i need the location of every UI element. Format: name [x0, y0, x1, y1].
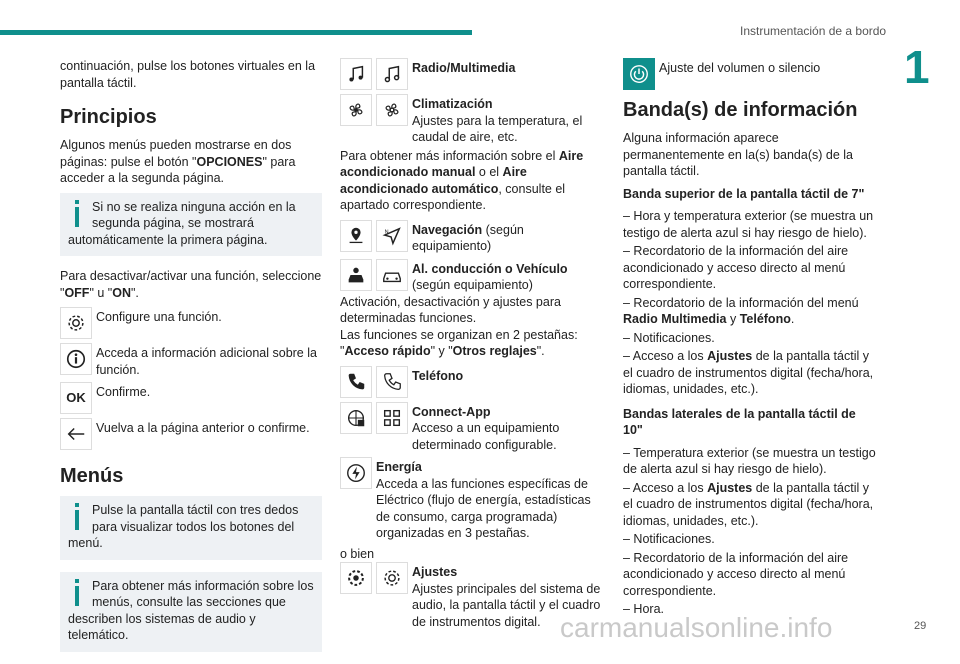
- column-3: [623, 58, 879, 620]
- sup-item: – Notificaciones.: [623, 330, 715, 345]
- volume-text: Ajuste del volumen o silencio: [659, 61, 821, 75]
- column-2: [340, 58, 605, 634]
- apps-grid-icon: [376, 402, 408, 434]
- sup-item: – Hora y temperatura exterior (se muestra un testigo de alerta azul si hay riesgo de hielo).: [623, 209, 874, 240]
- car-icon: [376, 259, 408, 291]
- row-settings: Ajustes Ajustes principales del sistema de audio, la pantalla táctil y el cuadro de instrumentos digital.: [340, 562, 605, 630]
- info-text: Acceda a información adicional sobre la función.: [96, 346, 317, 377]
- or-text: o bien: [340, 546, 375, 561]
- fan-icon: [340, 94, 372, 126]
- info-note-icon: [68, 502, 86, 532]
- map-pin-icon: [340, 220, 372, 252]
- gear-icon: [60, 307, 92, 339]
- row-ok: [60, 382, 322, 414]
- drive-desc: Activación, desactivación y ajustes para determinadas funciones.: [340, 294, 561, 325]
- music-note-icon: [376, 58, 408, 90]
- driving-assist-icon: [340, 259, 372, 291]
- clim-more-text: Para obtener más información sobre el Aire acondicionado manual o el Aire acondicionado automático, consulte el apartado correspondiente.: [340, 148, 584, 212]
- sup-item: – Recordatorio de la información del menú Radio Multimedia y Teléfono.: [623, 295, 859, 326]
- tel-title: Teléfono: [412, 368, 464, 383]
- info-note: Para obtener más información sobre los menús, consulte las secciones que describen los sistemas de audio y telemático.: [60, 572, 322, 652]
- row-app: Connect-App Acceso a un equipamiento determinado configurable.: [340, 402, 605, 454]
- info-note-icon: [68, 578, 86, 608]
- clim-title: Climatización: [412, 97, 493, 111]
- lat-item: – Acceso a los Ajustes de la pantalla táctil y el cuadro de instrumentos digital (fecha/hora, idiomas, unidades, etc.).: [623, 480, 874, 528]
- heading-banda: Banda(s) de información: [623, 99, 858, 121]
- energy-icon: [340, 457, 372, 489]
- row-configure: [60, 307, 322, 339]
- heading-principios: Principios: [60, 106, 157, 128]
- volume-power-icon: [623, 58, 655, 90]
- back-text: Vuelva a la página anterior o confirme.: [96, 421, 310, 435]
- app-title: Connect-App: [412, 404, 491, 419]
- principios-text: Algunos menús pueden mostrarse en dos páginas: pulse el botón "OPCIONES" para acceder a la segunda página.: [60, 138, 296, 185]
- drive-title: Al. conducción o Vehículo: [412, 261, 568, 276]
- info-note-icon: [68, 199, 86, 229]
- radio-media-icon: [340, 58, 372, 90]
- nav-title: Navegación: [412, 222, 483, 237]
- drive-tabs-text: Las funciones se organizan en 2 pestañas: "Acceso rápido" y "Otros reglajes".: [340, 327, 578, 358]
- row-volume: [623, 58, 879, 90]
- settings-title: Ajustes: [412, 565, 458, 579]
- phone-outline-icon: [376, 366, 408, 398]
- heading-banda-superior: Banda superior de la pantalla táctil de 7": [623, 186, 865, 201]
- intro-text: continuación, pulse los botones virtuales en la pantalla táctil.: [60, 59, 316, 90]
- energy-title: Energía: [376, 460, 422, 474]
- fan-outline-icon: [376, 94, 408, 126]
- row-radio: [340, 58, 605, 90]
- info-note: Si no se realiza ninguna acción en la segunda página, se mostrará automáticamente la primera página.: [60, 193, 322, 257]
- ok-text: Confirme.: [96, 385, 151, 399]
- row-back: [60, 418, 322, 450]
- deactivate-text: Para desactivar/activar una función, seleccione "OFF" u "ON".: [60, 269, 322, 300]
- navigation-arrow-icon: [376, 220, 408, 252]
- info-note: Pulse la pantalla táctil con tres dedos para visualizar todos los botones del menú.: [60, 496, 322, 560]
- row-clim: Climatización Ajustes para la temperatura, el caudal de aire, etc.: [340, 94, 605, 146]
- watermark: carmanualsonline.info: [560, 612, 833, 643]
- row-tel: [340, 366, 605, 398]
- back-arrow-icon: [60, 418, 92, 450]
- header-accent-bar: [0, 30, 472, 35]
- sup-item: – Acceso a los Ajustes de la pantalla táctil y el cuadro de instrumentos digital (fecha/hora, idiomas, unidades, etc.).: [623, 349, 874, 396]
- banda-text: Alguna información aparece permanentemente en la(s) banda(s) de la pantalla táctil.: [623, 131, 853, 178]
- chapter-number: 1: [904, 41, 930, 93]
- page-number: 29: [914, 620, 927, 632]
- heading-bandas-laterales: Bandas laterales de la pantalla táctil de 10": [623, 406, 856, 437]
- row-info: [60, 343, 322, 378]
- svg-text:N: N: [384, 228, 389, 235]
- sup-item: – Recordatorio de la información del aire acondicionado y acceso directo al menú correspondiente.: [623, 244, 849, 291]
- row-energy: Energía Acceda a las funciones específicas de Eléctrico (flujo de energía, estadísticas de consumo, carga programada) organizadas en 3 pestañas.: [340, 457, 605, 542]
- lat-item: – Hora.: [623, 602, 664, 616]
- column-1: [60, 58, 322, 664]
- lat-item: – Temperatura exterior (se muestra un testigo de alerta azul si hay riesgo de hielo).: [623, 445, 876, 476]
- info-circle-icon: [60, 343, 92, 375]
- settings-outline-icon: [376, 562, 408, 594]
- configure-text: Configure una función.: [96, 310, 222, 324]
- heading-menus: Menús: [60, 465, 124, 487]
- radio-title: Radio/Multimedia: [412, 61, 516, 75]
- ok-icon: OK: [60, 382, 92, 414]
- phone-icon: [340, 366, 372, 398]
- lat-item: – Notificaciones.: [623, 532, 715, 546]
- section-title: Instrumentación de a bordo: [740, 24, 887, 38]
- settings-gear-icon: [340, 562, 372, 594]
- connect-app-icon: [340, 402, 372, 434]
- lat-item: – Recordatorio de la información del aire acondicionado y acceso directo al menú correspondiente.: [623, 550, 849, 598]
- row-drive: Al. conducción o Vehículo (según equipamiento): [340, 259, 605, 294]
- row-nav: N Navegación (según equipamiento): [340, 220, 605, 255]
